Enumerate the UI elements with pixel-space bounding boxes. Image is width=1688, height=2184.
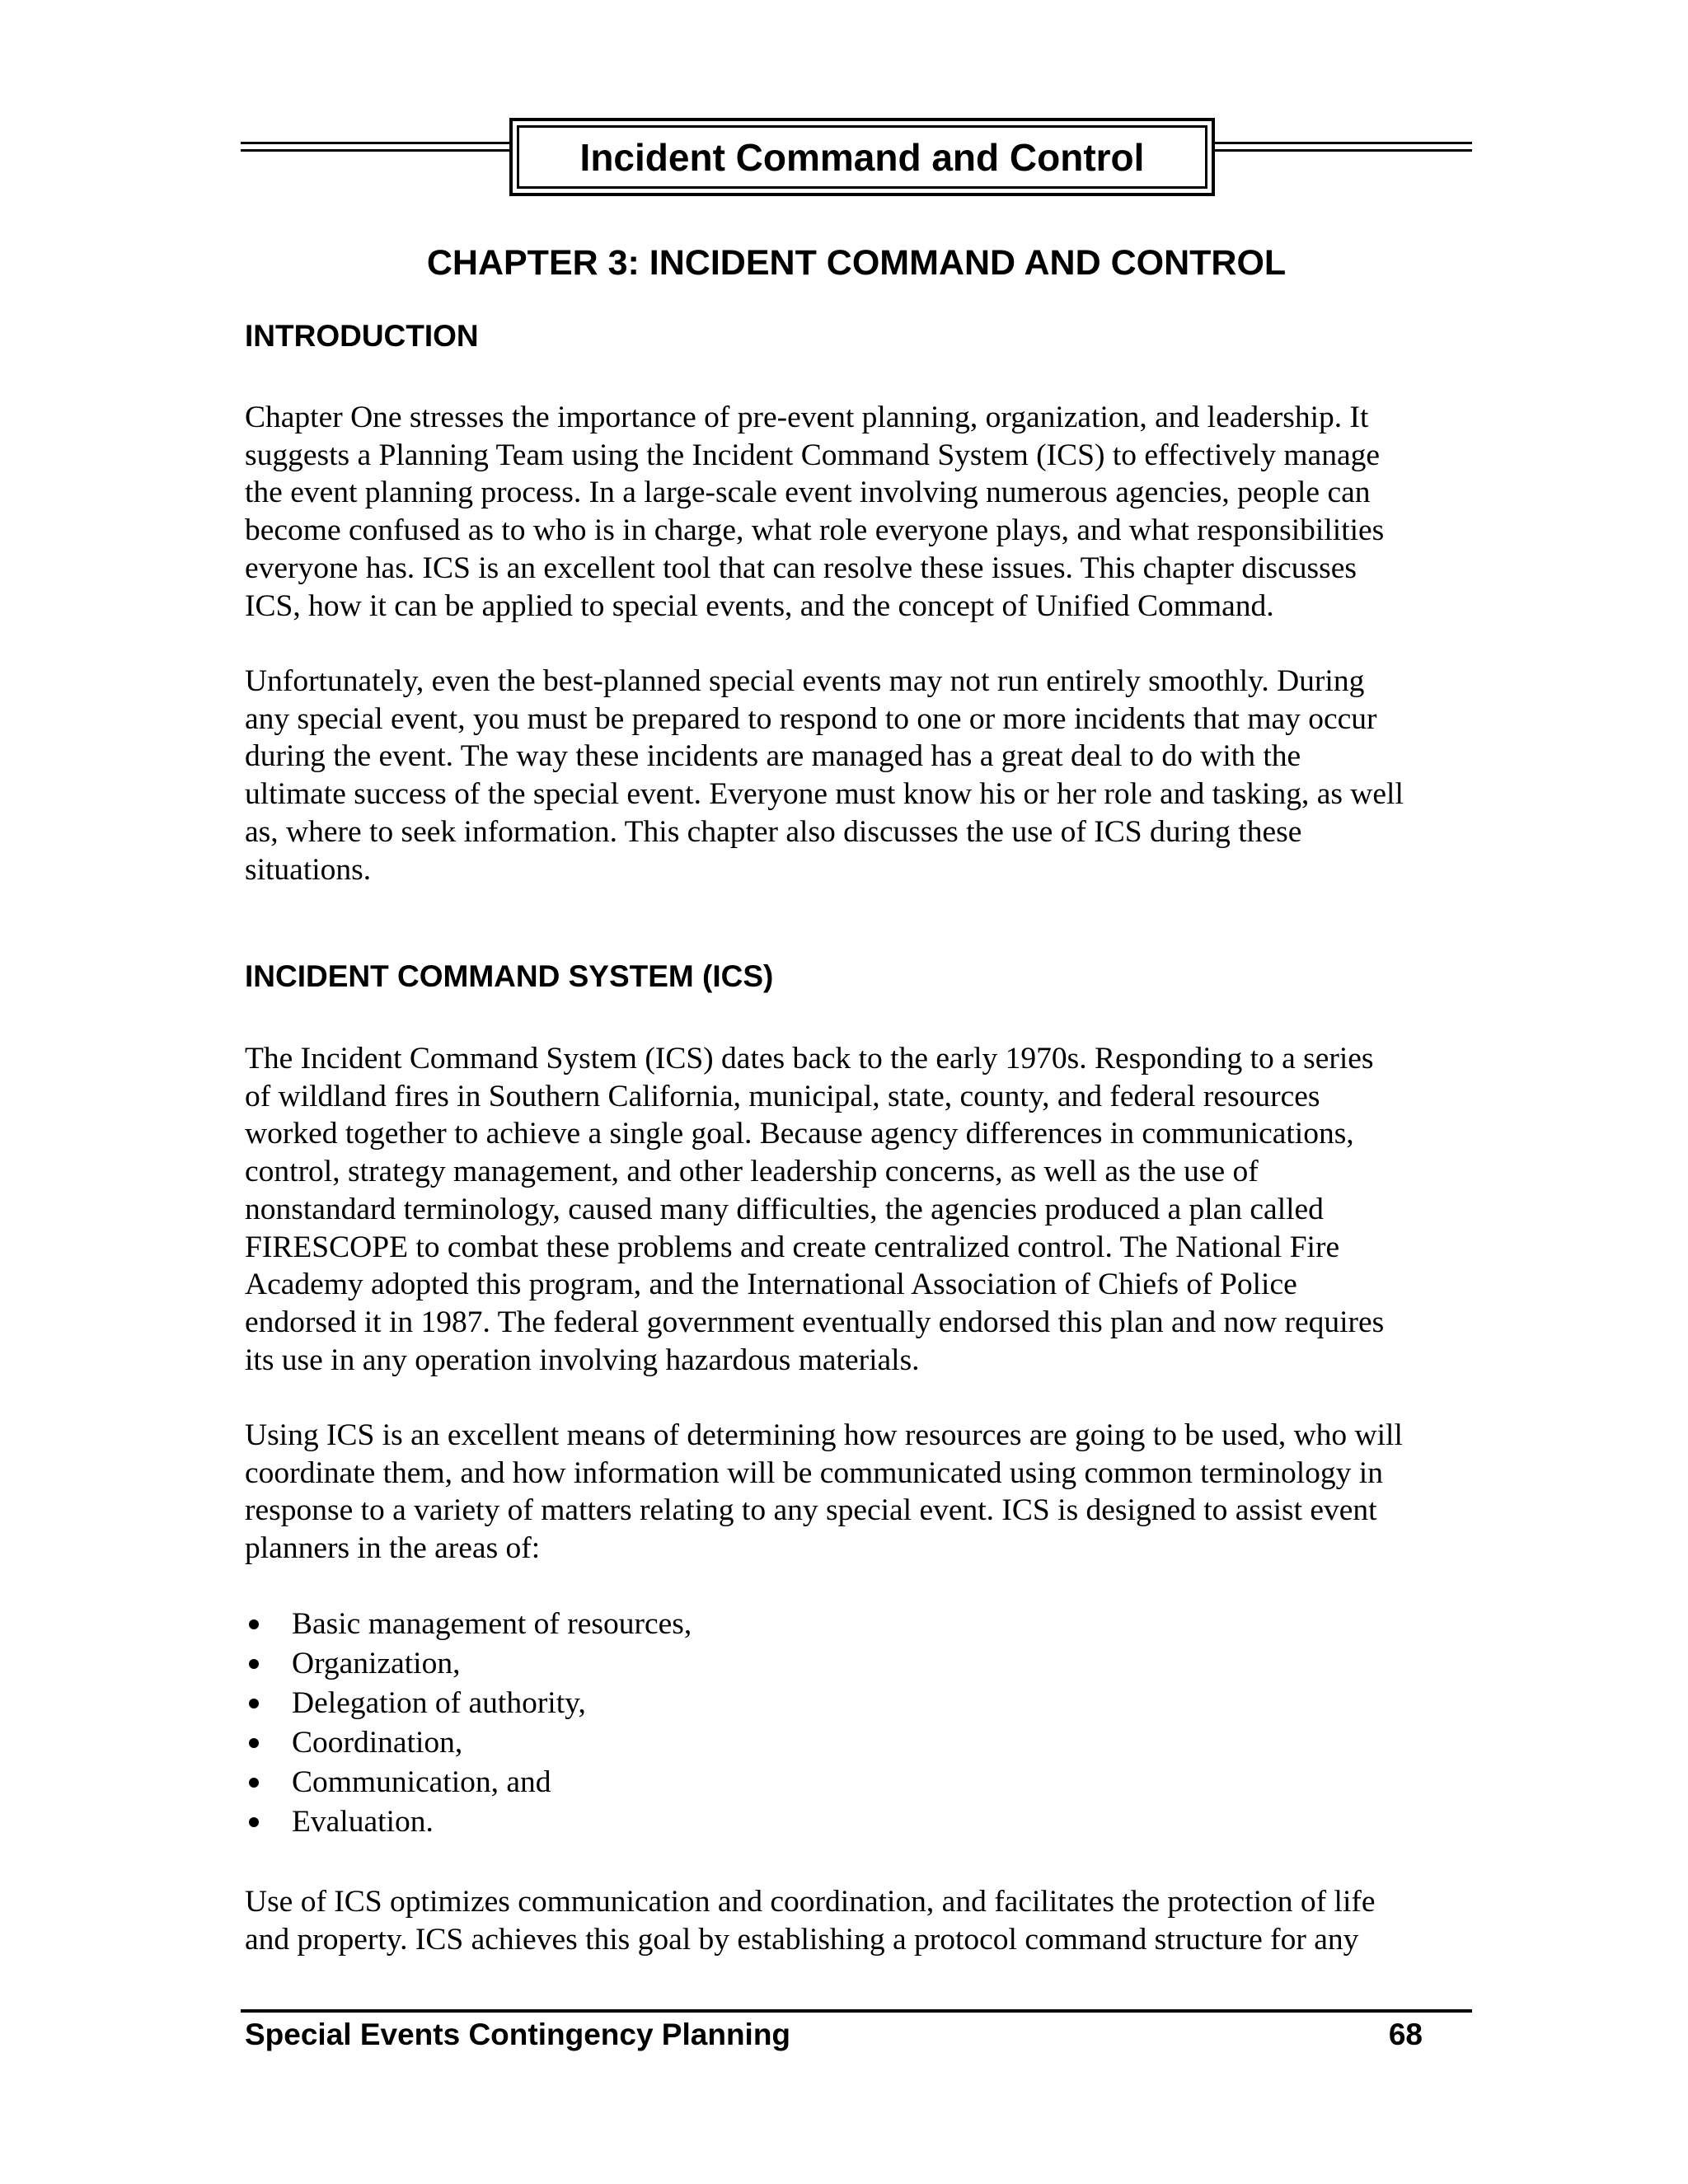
- paragraph-ics-1: [245, 1040, 1384, 1379]
- text-line: become confused as to who is in charge, what role everyone plays, and what responsibilities: [245, 513, 1385, 548]
- text-line: any special event, you must be prepared to respond to one or more incidents that may occur: [245, 701, 1377, 736]
- text-line: coordinate them, and how information will be communicated using common terminology in: [245, 1455, 1383, 1490]
- section-heading-ics: INCIDENT COMMAND SYSTEM (ICS): [245, 959, 774, 993]
- list-item-text: Communication, and: [292, 1765, 551, 1799]
- text-line: and property. ICS achieves this goal by establishing a protocol command structure for any: [245, 1922, 1359, 1957]
- paragraph-ics-3: [245, 1883, 1376, 1958]
- bullet-icon: [249, 1738, 259, 1748]
- text-line: ultimate success of the special event. Everyone must know his or her role and tasking, as well: [245, 777, 1404, 812]
- text-line: suggests a Planning Team using the Incident Command System (ICS) to effectively manage: [245, 438, 1380, 472]
- bullet-icon: [249, 1619, 259, 1629]
- bullet-icon: [249, 1659, 259, 1669]
- text-line: response to a variety of matters relating to any special event. ICS is designed to assist event: [245, 1493, 1377, 1528]
- text-line: Use of ICS optimizes communication and coordination, and facilitates the protection of life: [245, 1885, 1376, 1919]
- text-line: situations.: [245, 852, 372, 887]
- header-banner-inner: [517, 125, 1207, 189]
- header-rule-left: [241, 142, 511, 152]
- list-item: [245, 1644, 692, 1684]
- list-item-text: Organization,: [292, 1647, 461, 1680]
- text-line: Unfortunately, even the best-planned special events may not run entirely smoothly. During: [245, 664, 1365, 698]
- footer-rule: [241, 2009, 1472, 2013]
- footer-document-title: Special Events Contingency Planning: [245, 2018, 791, 2051]
- header-banner-title: Incident Command and Control: [579, 135, 1145, 179]
- header-rule-right: [1215, 142, 1472, 152]
- paragraph-introduction-2: [245, 663, 1404, 888]
- text-line: The Incident Command System (ICS) dates back to the early 1970s. Responding to a series: [245, 1042, 1374, 1076]
- list-item-text: Coordination,: [292, 1726, 463, 1760]
- text-line: as, where to seek information. This chapter also discusses the use of ICS during these: [245, 814, 1302, 849]
- text-line: the event planning process. In a large-scale event involving numerous agencies, people can: [245, 476, 1371, 510]
- text-line: ICS, how it can be applied to special events, and the concept of Unified Command.: [245, 588, 1274, 623]
- text-line: Using ICS is an excellent means of determining how resources are going to be used, who will: [245, 1418, 1403, 1452]
- list-item: [245, 1605, 692, 1644]
- list-item-text: Delegation of authority,: [292, 1686, 586, 1720]
- list-item: [245, 1684, 692, 1723]
- text-line: Academy adopted this program, and the International Association of Chiefs of Police: [245, 1268, 1297, 1302]
- footer-page-number: 68: [1388, 2018, 1423, 2051]
- text-line: during the event. The way these incidents are managed has a great deal to do with the: [245, 739, 1301, 774]
- list-item: [245, 1802, 692, 1842]
- ics-areas-list: [245, 1605, 692, 1842]
- list-item: [245, 1723, 692, 1763]
- paragraph-ics-2: [245, 1417, 1403, 1568]
- text-line: worked together to achieve a single goal. Because agency differences in communications,: [245, 1117, 1354, 1151]
- text-line: endorsed it in 1987. The federal government eventually endorsed this plan and now requires: [245, 1305, 1385, 1339]
- list-item-text: Evaluation.: [292, 1805, 434, 1839]
- bullet-icon: [249, 1699, 259, 1708]
- header-banner: [509, 118, 1215, 196]
- text-line: control, strategy management, and other leadership concerns, as well as the use of: [245, 1155, 1259, 1189]
- text-line: everyone has. ICS is an excellent tool that can resolve these issues. This chapter discusses: [245, 551, 1357, 585]
- bullet-icon: [249, 1817, 259, 1827]
- list-item-text: Basic management of resources,: [292, 1607, 692, 1641]
- text-line: FIRESCOPE to combat these problems and create centralized control. The National Fire: [245, 1230, 1340, 1264]
- paragraph-introduction-1: [245, 399, 1384, 625]
- text-line: its use in any operation involving hazardous materials.: [245, 1343, 920, 1377]
- text-line: of wildland fires in Southern California, municipal, state, county, and federal resources: [245, 1079, 1320, 1113]
- section-heading-introduction: INTRODUCTION: [245, 319, 479, 353]
- list-item: [245, 1763, 692, 1802]
- text-line: planners in the areas of:: [245, 1531, 541, 1566]
- chapter-title: CHAPTER 3: INCIDENT COMMAND AND CONTROL: [426, 243, 1287, 283]
- bullet-icon: [249, 1778, 259, 1788]
- text-line: nonstandard terminology, caused many difficulties, the agencies produced a plan called: [245, 1192, 1324, 1226]
- text-line: Chapter One stresses the importance of pre-event planning, organization, and leadership. It: [245, 401, 1369, 434]
